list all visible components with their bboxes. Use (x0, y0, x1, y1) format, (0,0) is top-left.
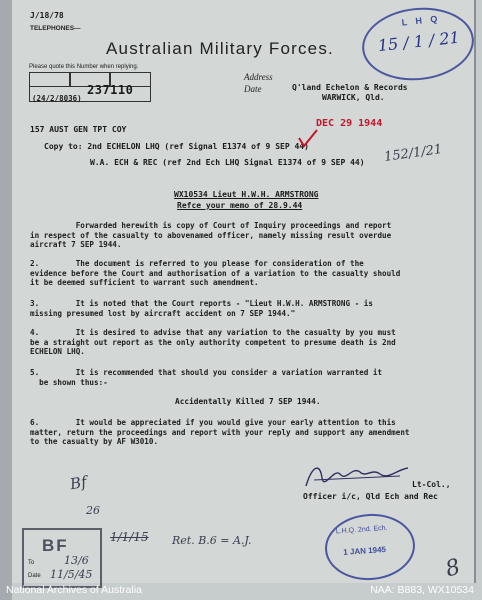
letterhead-title: Australian Military Forces. (106, 39, 334, 58)
bf-stamp: BF To Date 13/6 11/5/45 (22, 528, 102, 588)
archive-citation: NAA: B883, WX10534 (370, 584, 474, 596)
paragraph-4: 4. It is desired to advise that any variation to the casualty by you must be a straight out report as the only authority competent to presume death is 2nd ECHELON LHQ. (30, 328, 396, 357)
serial-number: 237110 (87, 83, 134, 97)
unit-address-line-2: WARWICK, Qld. (322, 93, 385, 102)
copy-to-line-2: W.A. ECH & REC (ref 2nd Ech LHQ Signal E1374 of 9 SEP 44) (90, 158, 365, 167)
lhq-received-stamp: L H Q 15 / 1 / 21 (359, 2, 478, 85)
reference-number: (24/2/8036) (32, 94, 82, 103)
signature-scrawl (300, 456, 412, 496)
paper-edge (0, 0, 12, 600)
subject-line-2: Refce your memo of 28.9.44 (177, 201, 303, 210)
handwritten-bf: Bf (68, 472, 89, 494)
paragraph-5: 5. It is recommended that should you consider a variation warranted it be shown thus:- (30, 368, 383, 387)
paragraph-6: 6. It would be appreciated if you would give your early attention to this matter, return the proceedings and report with your reply and support any amendment to the casualty by AF W3010. (30, 418, 410, 447)
paragraph-3: 3. It is noted that the Court reports - "Lieut H.W.H. ARMSTRONG - is missing presumed lost by aircraft accident on 7 SEP 1944." (30, 299, 373, 318)
handwritten-margin-note: Ret. B.6 = A.J. (172, 534, 252, 547)
addressee: 157 AUST GEN TPT COY (30, 125, 127, 134)
handwritten-26: 26 (86, 504, 100, 517)
file-reference: J/18/78 (30, 11, 64, 20)
archive-footer (0, 583, 482, 600)
date-label: Date (244, 84, 262, 94)
telephones-label: TELEPHONES— (30, 25, 81, 32)
archive-name: National Archives of Australia (6, 584, 142, 596)
received-date-stamp: DEC 29 1944 (316, 118, 383, 129)
paragraph-2: 2. The document is referred to you please for consideration of the evidence before the Court and authorisation of a variation to the casualty should it be deemed sufficient to warrant such amendment. (30, 259, 401, 288)
unit-address-line-1: Q'land Echelon & Records (292, 83, 408, 92)
handwritten-slash-note: 1/1/15 (110, 530, 149, 544)
handwritten-file-ref: 152/1/21 (383, 142, 444, 165)
signatory-title: Officer i/c, Qld Ech and Rec (303, 492, 438, 501)
address-label: Address (244, 72, 273, 82)
handwritten-corner-number: 8 (443, 554, 463, 583)
red-tick-mark (296, 128, 320, 150)
casualty-wording: Accidentally Killed 7 SEP 1944. (175, 397, 321, 406)
subject-line-1: WX10534 Lieut H.W.H. ARMSTRONG (174, 190, 319, 199)
paragraph-1: Forwarded herewith is copy of Court of Inquiry proceedings and report in respect of the casualty to abovenamed officer, namely missing result overdue aircraft 7 SEP 1944. (30, 221, 392, 250)
signatory-rank: Lt-Col., (412, 480, 451, 489)
copy-to-line-1: Copy to: 2nd ECHELON LHQ (ref Signal E1374 of 9 SEP 44) (44, 142, 309, 151)
lhq-2nd-echelon-stamp: L.H.Q. 2nd. Ech. 1 JAN 1945 (323, 511, 417, 583)
quote-note: Please quote this Number when replying. (29, 64, 139, 70)
